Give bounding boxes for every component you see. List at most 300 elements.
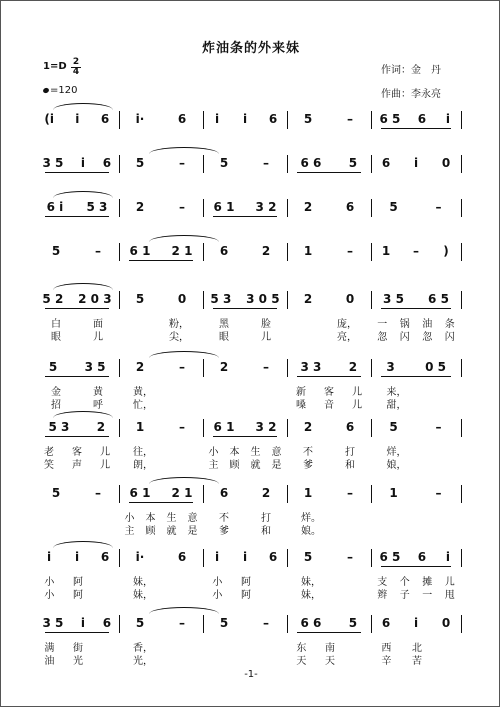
lyric-syllable: 黄	[93, 387, 103, 398]
note-group	[119, 417, 203, 437]
note: i	[214, 112, 220, 126]
lyric-syllable	[102, 586, 110, 598]
lyric-syllable: 妹，	[133, 577, 153, 588]
lyric-syllable: 一	[377, 319, 388, 330]
note: 6 1	[213, 420, 235, 434]
barline	[461, 243, 462, 261]
lyric-syllable: 支	[377, 577, 388, 588]
lyric-syllable	[52, 522, 60, 534]
lyric-syllable: 金	[51, 387, 61, 398]
lyric-syllable: 本	[145, 513, 156, 524]
lyric-verse-2	[371, 396, 461, 411]
lyric-syllable	[262, 383, 270, 395]
note-group	[371, 547, 461, 567]
beam-line	[45, 376, 109, 377]
score-system	[35, 289, 461, 363]
measure	[119, 613, 203, 673]
note: 6 1	[129, 486, 151, 500]
lyric-syllable	[270, 573, 278, 585]
lyric-syllable	[181, 639, 189, 651]
barline	[461, 485, 462, 503]
lyric-syllable: 甜，	[386, 400, 407, 411]
note: 3 5	[42, 156, 64, 170]
note: 5 2	[42, 292, 64, 306]
lyric-syllable: 白	[51, 319, 61, 330]
note-group	[371, 153, 461, 173]
note: 3 5	[42, 616, 64, 630]
note: 6	[100, 550, 110, 564]
lyric-syllable: 妹，	[133, 590, 153, 601]
lyric-syllable: 街	[72, 643, 83, 654]
lyric-syllable	[133, 328, 141, 340]
note: 6	[381, 616, 391, 630]
note: 1	[303, 486, 313, 500]
note: i	[445, 550, 451, 564]
measure	[119, 417, 203, 477]
lyric-syllable	[443, 652, 451, 664]
lyric-syllable	[181, 573, 189, 585]
lyric-syllable: 意	[271, 447, 282, 458]
lyric-syllable: 南	[324, 643, 335, 654]
note: 5	[303, 112, 313, 126]
note: 0	[441, 156, 451, 170]
lyric-syllable: 笑	[44, 460, 54, 471]
lyric-syllable	[220, 652, 228, 664]
note: i	[214, 550, 220, 564]
note: 6	[102, 156, 112, 170]
note: i	[445, 112, 451, 126]
lyric-syllable	[390, 509, 398, 521]
lyric-verse-1	[287, 573, 371, 588]
lyric-syllable	[435, 509, 443, 521]
barline	[461, 199, 462, 217]
note: i	[413, 616, 419, 630]
note-group	[287, 153, 371, 173]
lyric-syllable	[181, 456, 189, 468]
lyric-verse-2	[287, 522, 371, 537]
measure	[119, 357, 203, 417]
lyric-verse-2	[35, 456, 119, 471]
lyric-syllable: 顾	[229, 460, 240, 471]
quarter-note-icon	[42, 87, 49, 94]
note: –	[347, 550, 353, 564]
note-group	[371, 483, 461, 503]
lyric-verse-2	[287, 456, 371, 471]
lyric-syllable: 油	[422, 319, 433, 330]
slur-line	[149, 235, 219, 242]
lyric-syllable: 黑	[219, 319, 229, 330]
lyric-verse-2	[35, 586, 119, 601]
lyric-syllable: 阿	[240, 577, 251, 588]
note-group	[203, 241, 287, 261]
beam-line	[381, 566, 451, 567]
lyric-verse-2	[287, 652, 371, 667]
lyric-syllable: 小	[124, 513, 135, 524]
measure	[203, 483, 287, 543]
score-system	[35, 417, 461, 491]
measure	[35, 357, 119, 417]
note-group	[203, 547, 287, 567]
lyric-syllable	[301, 328, 309, 340]
note: 2 1	[171, 486, 193, 500]
lyric-verse-1	[35, 443, 119, 458]
note: –	[179, 360, 185, 374]
lyric-syllable: 儿	[352, 400, 362, 411]
note-group	[203, 153, 287, 173]
lyric-syllable: 娘，	[386, 460, 407, 471]
lyric-verse-1	[35, 383, 119, 398]
note-group	[119, 613, 203, 633]
lyric-verse-1	[371, 443, 461, 458]
lyric-syllable: 阿	[240, 590, 251, 601]
lyric-syllable: 香，	[133, 643, 153, 654]
lyric-verse-1	[35, 315, 119, 330]
note-group	[203, 197, 287, 217]
note: 6 5	[379, 550, 401, 564]
lyric-verse-1	[203, 573, 287, 588]
barline	[461, 419, 462, 437]
note: 3 0 5	[246, 292, 280, 306]
note-group	[119, 241, 203, 261]
note: 0	[177, 292, 187, 306]
tempo-value: =120	[50, 85, 78, 96]
note-group	[35, 357, 119, 377]
lyric-verse-2	[287, 328, 371, 343]
lyric-syllable	[94, 522, 102, 534]
key-signature: 1=D	[43, 61, 67, 72]
lyric-syllable: 锅	[399, 319, 410, 330]
note: –	[263, 360, 269, 374]
beam-line	[381, 376, 451, 377]
lyric-verse-1	[287, 383, 371, 398]
lyric-syllable: 新	[296, 387, 306, 398]
note: 6	[219, 244, 229, 258]
beam-line	[381, 308, 451, 309]
lyric-verse-2	[119, 522, 203, 537]
lyric-syllable	[270, 586, 278, 598]
note: i	[242, 550, 248, 564]
lyric-syllable: 小	[208, 447, 219, 458]
lyric-syllable: 个	[399, 577, 410, 588]
lyric-syllable	[181, 652, 189, 664]
barline	[461, 549, 462, 567]
measure	[203, 289, 287, 349]
note: 6 6	[300, 616, 322, 630]
note-group	[287, 241, 371, 261]
lyric-syllable	[349, 509, 357, 521]
lyric-syllable: 满	[44, 643, 55, 654]
measure	[203, 417, 287, 477]
beam-line	[297, 376, 361, 377]
measure	[35, 483, 119, 543]
measure	[287, 613, 371, 673]
lyric-syllable	[438, 456, 446, 468]
lyric-syllable: 妹，	[301, 577, 321, 588]
note: 2	[303, 292, 313, 306]
lyric-syllable	[435, 522, 443, 534]
lyric-syllable: 生	[166, 513, 177, 524]
note-group	[371, 289, 461, 309]
lyric-syllable: 声	[72, 460, 82, 471]
lyric-syllable: 儿	[352, 387, 362, 398]
lyric-syllable	[181, 443, 189, 455]
lyric-syllable: 儿	[261, 332, 271, 343]
note: –	[435, 200, 442, 214]
slur-line	[53, 541, 113, 548]
note: 6	[345, 420, 355, 434]
beam-line	[45, 436, 109, 437]
note: 6	[219, 486, 229, 500]
lyric-verse-1	[203, 639, 287, 651]
measure	[35, 417, 119, 477]
lyric-syllable	[102, 573, 110, 585]
note: 2	[303, 420, 313, 434]
measure	[371, 289, 461, 349]
note: 6 5	[379, 112, 401, 126]
note: –	[435, 486, 442, 500]
lyric-verse-1	[371, 383, 461, 398]
note: 5	[48, 360, 58, 374]
lyric-syllable: 眼	[51, 332, 61, 343]
lyric-syllable: 眼	[219, 332, 229, 343]
note: 5	[135, 156, 145, 170]
lyric-syllable: 小	[44, 577, 55, 588]
lyric-syllable: 光	[72, 656, 83, 667]
note: 6	[177, 550, 187, 564]
lyric-verse-2	[371, 586, 461, 601]
lyric-syllable: 儿	[93, 332, 103, 343]
lyric-syllable	[349, 573, 357, 585]
measure	[287, 483, 371, 543]
lyric-verse-1	[287, 639, 371, 654]
lyric-syllable	[349, 522, 357, 534]
beam-line	[297, 172, 361, 173]
lyric-syllable: 小	[212, 590, 223, 601]
lyric-syllable: 打	[345, 447, 355, 458]
note-group	[287, 547, 371, 567]
lyric-syllable: 客	[324, 387, 334, 398]
measure	[35, 289, 119, 349]
note: 1	[381, 244, 391, 258]
lyric-syllable	[220, 396, 228, 408]
note: –	[179, 200, 185, 214]
lyric-syllable	[181, 383, 189, 395]
lyric-syllable: 是	[271, 460, 282, 471]
beam-line	[45, 216, 109, 217]
note: –	[435, 420, 442, 434]
note-group	[287, 109, 371, 129]
lyric-syllable	[443, 639, 451, 651]
lyric-verse-2	[203, 396, 287, 408]
note: 5	[348, 156, 358, 170]
lyric-syllable: 爹	[303, 460, 313, 471]
note: 6 1	[213, 200, 235, 214]
note: 2	[261, 244, 271, 258]
slur-line	[53, 283, 113, 290]
beam-line	[129, 260, 193, 261]
note: 2	[96, 420, 106, 434]
note-group	[287, 357, 371, 377]
lyric-verse-2	[287, 396, 371, 411]
note-group	[287, 417, 371, 437]
note-group	[35, 109, 119, 129]
lyric-verse-1	[203, 315, 287, 330]
lyric-verse-1	[371, 509, 461, 521]
note-group	[287, 483, 371, 503]
note-group	[203, 483, 287, 503]
note: 6	[102, 616, 112, 630]
lyric-verse-2	[35, 396, 119, 411]
lyricist-credit: 作词：金 丹	[381, 65, 441, 76]
lyric-syllable: 就	[250, 460, 261, 471]
note: 2	[348, 360, 358, 374]
measure	[287, 289, 371, 349]
lyric-verse-2	[371, 522, 461, 534]
note: 6	[381, 156, 391, 170]
note: 2	[303, 200, 313, 214]
note-group	[203, 613, 287, 633]
tempo-marking	[43, 85, 77, 96]
note: 2 1	[171, 244, 193, 258]
lyric-verse-2	[119, 652, 203, 667]
lyric-verse-1	[119, 509, 203, 524]
note: 3 5	[84, 360, 106, 374]
note: i	[80, 616, 85, 630]
lyric-syllable: 和	[345, 460, 355, 471]
lyric-syllable	[390, 522, 398, 534]
note: 5 3	[210, 292, 232, 306]
note-group	[371, 417, 461, 437]
lyric-verse-2	[203, 522, 287, 537]
note: 6 i	[46, 200, 64, 214]
slur-line	[53, 191, 113, 198]
note-group	[119, 547, 203, 567]
lyric-syllable	[354, 652, 362, 664]
lyric-syllable: 阿	[72, 577, 83, 588]
lyric-syllable: 尖，	[169, 332, 189, 343]
lyric-syllable: 北	[411, 643, 422, 654]
beam-line	[45, 308, 109, 309]
lyric-syllable: 天	[324, 656, 335, 667]
score-system	[35, 547, 461, 621]
note-group	[119, 197, 203, 217]
note: 5	[389, 200, 398, 214]
lyric-syllable: 忽	[377, 332, 388, 343]
note: 1	[303, 244, 313, 258]
lyric-syllable: 是	[187, 526, 198, 537]
lyric-verse-1	[119, 573, 203, 588]
barline	[461, 615, 462, 633]
note: 6 6	[300, 156, 322, 170]
lyric-syllable: 儿	[100, 460, 110, 471]
note: i	[74, 550, 80, 564]
lyric-verse-1	[35, 639, 119, 654]
lyric-syllable: 辛	[381, 656, 392, 667]
note: 2	[135, 200, 145, 214]
note: 5	[303, 550, 313, 564]
beam-line	[213, 216, 277, 217]
lyric-verse-1	[287, 315, 371, 330]
lyric-syllable: 呼	[93, 400, 103, 411]
lyric-syllable: 招	[51, 400, 61, 411]
lyric-syllable: 主	[124, 526, 135, 537]
note-group	[287, 197, 371, 217]
note: 1	[389, 486, 398, 500]
slur-line	[149, 607, 219, 614]
note: )	[443, 244, 449, 258]
note-group	[35, 613, 119, 633]
beam-line	[381, 128, 451, 129]
lyric-syllable: 就	[166, 526, 177, 537]
measure	[203, 613, 287, 673]
lyric-syllable: 来，	[386, 387, 407, 398]
lyric-verse-2	[119, 586, 203, 601]
lyric-verse-2	[203, 456, 287, 471]
beam-line	[213, 308, 277, 309]
lyric-syllable: 不	[303, 447, 313, 458]
lyric-verse-1	[203, 443, 287, 458]
lyric-verse-2	[35, 328, 119, 343]
slur-line	[53, 411, 113, 418]
lyric-syllable: 摊	[422, 577, 433, 588]
lyric-syllable: 爹	[219, 526, 229, 537]
lyric-verse-2	[119, 396, 203, 411]
measure	[119, 547, 203, 607]
note-group	[35, 197, 119, 217]
note: 5	[135, 616, 145, 630]
lyric-syllable: 本	[229, 447, 240, 458]
lyric-syllable	[262, 639, 270, 651]
note: i·	[135, 112, 145, 126]
barline	[461, 291, 462, 309]
beam-line	[45, 632, 109, 633]
lyric-syllable: 打	[261, 513, 271, 524]
lyric-verse-2	[371, 328, 461, 343]
lyric-syllable: 东	[296, 643, 307, 654]
beam-line	[129, 502, 193, 503]
measure	[371, 547, 461, 607]
note-group	[371, 197, 461, 217]
note-group	[371, 241, 461, 261]
page-number: -1-	[244, 669, 258, 680]
lyric-syllable	[220, 383, 228, 395]
lyric-verse-1	[35, 573, 119, 588]
note: –	[347, 486, 353, 500]
lyric-syllable: 脸	[261, 319, 271, 330]
lyric-syllable: 光，	[133, 656, 153, 667]
lyric-syllable: 油	[44, 656, 55, 667]
lyric-syllable: 忽	[422, 332, 433, 343]
note: 6 1	[129, 244, 151, 258]
lyric-syllable: 西	[381, 643, 392, 654]
lyric-verse-2	[203, 328, 287, 343]
song-title: 炸油条的外来妹	[201, 41, 300, 56]
lyric-verse-2	[203, 586, 287, 601]
note: 5	[51, 486, 61, 500]
lyric-verse-2	[371, 652, 461, 667]
lyric-verse-1	[203, 509, 287, 524]
lyric-syllable: 妹，	[301, 590, 321, 601]
note-group	[35, 289, 119, 309]
note-group	[35, 417, 119, 437]
note-group	[203, 357, 287, 377]
note-group	[35, 241, 119, 261]
lyric-syllable	[102, 639, 110, 651]
measure	[371, 357, 461, 417]
note: 5	[389, 420, 398, 434]
lyric-syllable	[349, 586, 357, 598]
time-denominator: 4	[72, 67, 80, 77]
